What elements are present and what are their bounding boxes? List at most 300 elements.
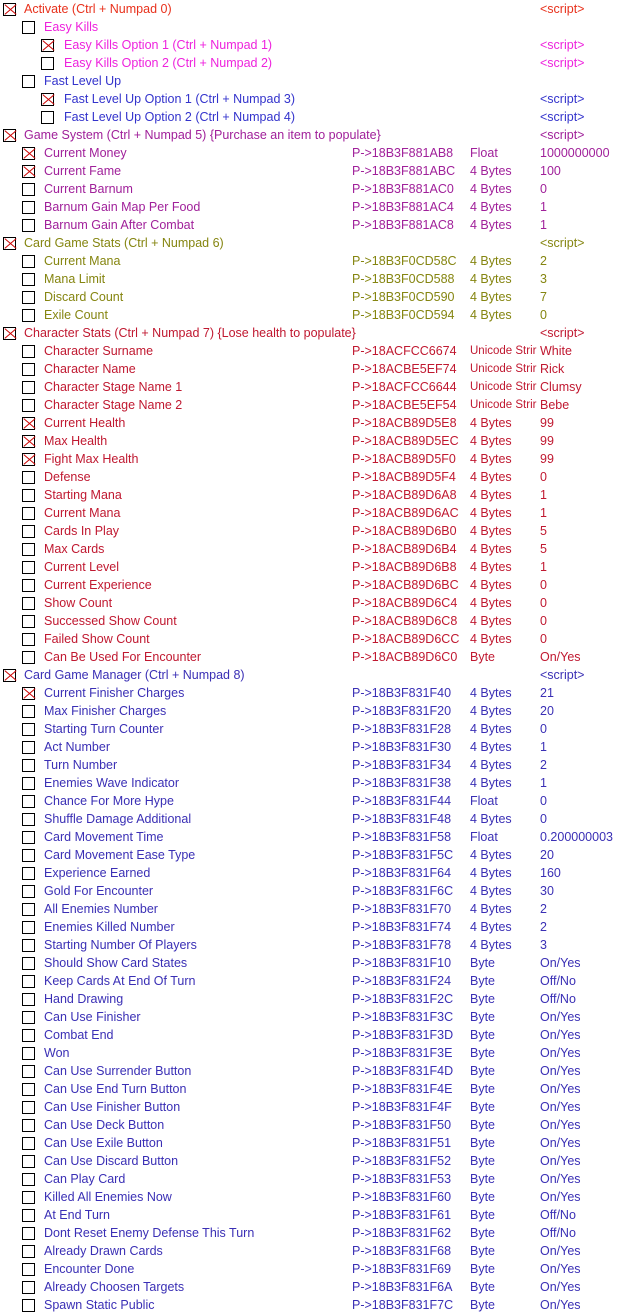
row-type[interactable]: 4 Bytes [470,866,512,880]
row-value[interactable]: On/Yes [540,1118,581,1132]
table-row[interactable] [0,378,643,396]
row-description[interactable]: Current Level [44,560,120,574]
row-value[interactable]: 0 [540,308,547,322]
row-description[interactable]: Combat End [44,1028,114,1042]
row-address[interactable]: P->18B3F831F40 [352,686,452,700]
row-type[interactable]: 4 Bytes [470,902,512,916]
table-row[interactable] [0,1188,643,1206]
row-value[interactable]: On/Yes [540,1190,581,1204]
row-address[interactable]: P->18B3F831F6A [352,1280,453,1294]
row-type[interactable]: 4 Bytes [470,452,512,466]
checkbox-unchecked-icon[interactable] [22,849,35,862]
table-row[interactable] [0,1098,643,1116]
checkbox-unchecked-icon[interactable] [22,309,35,322]
row-description[interactable]: Already Drawn Cards [44,1244,163,1258]
row-description[interactable]: Can Use Finisher [44,1010,141,1024]
checkbox-unchecked-icon[interactable] [22,525,35,538]
row-type[interactable]: 4 Bytes [470,182,512,196]
row-value[interactable]: Off/No [540,1226,576,1240]
checkbox-unchecked-icon[interactable] [22,867,35,880]
checkbox-unchecked-icon[interactable] [22,1299,35,1312]
checkbox-unchecked-icon[interactable] [41,111,54,124]
row-type[interactable]: 4 Bytes [470,884,512,898]
row-description[interactable]: Failed Show Count [44,632,150,646]
table-row[interactable] [0,864,643,882]
checkbox-checked-icon[interactable] [3,327,16,340]
row-type[interactable]: 4 Bytes [470,290,512,304]
row-address[interactable]: P->18B3F831F48 [352,812,452,826]
row-address[interactable]: P->18B3F831F4E [352,1082,453,1096]
row-description[interactable]: Easy Kills Option 2 (Ctrl + Numpad 2) [64,56,273,70]
table-row[interactable] [0,1062,643,1080]
table-row[interactable] [0,972,643,990]
row-value[interactable]: 1 [540,218,547,232]
row-value[interactable]: 0.200000003 [540,830,613,844]
checkbox-unchecked-icon[interactable] [22,471,35,484]
checkbox-unchecked-icon[interactable] [22,1155,35,1168]
checkbox-unchecked-icon[interactable] [22,1083,35,1096]
row-type[interactable]: 4 Bytes [470,596,512,610]
row-value[interactable]: Clumsy [540,380,582,394]
table-row[interactable] [0,882,643,900]
table-row[interactable] [0,18,643,36]
row-value[interactable]: Off/No [540,974,576,988]
row-value[interactable]: 1000000000 [540,146,610,160]
row-address[interactable]: P->18B3F831F74 [352,920,452,934]
row-value[interactable]: 1 [540,506,547,520]
table-row[interactable] [0,198,643,216]
table-row[interactable] [0,414,643,432]
row-description[interactable]: Fight Max Health [44,452,139,466]
table-row[interactable] [0,684,643,702]
checkbox-checked-icon[interactable] [22,453,35,466]
row-address[interactable]: P->18B3F831F28 [352,722,452,736]
row-value[interactable]: 0 [540,614,547,628]
table-row[interactable] [0,846,643,864]
row-description[interactable]: Can Use Deck Button [44,1118,165,1132]
row-address[interactable]: P->18B3F881ABC [352,164,456,178]
row-type[interactable]: Byte [470,1046,496,1060]
checkbox-unchecked-icon[interactable] [22,741,35,754]
checkbox-unchecked-icon[interactable] [22,291,35,304]
row-type[interactable]: 4 Bytes [470,506,512,520]
row-description[interactable]: Cards In Play [44,524,120,538]
row-address[interactable]: P->18ACB89D6A8 [352,488,457,502]
row-description[interactable]: Current Finisher Charges [44,686,185,700]
row-value[interactable]: 20 [540,704,554,718]
row-value[interactable]: On/Yes [540,1172,581,1186]
row-address[interactable]: P->18B3F831F50 [352,1118,452,1132]
row-type[interactable]: 4 Bytes [470,614,512,628]
row-description[interactable]: Current Health [44,416,126,430]
row-type[interactable]: Byte [470,1172,496,1186]
row-description[interactable]: Activate (Ctrl + Numpad 0) [24,2,172,16]
checkbox-unchecked-icon[interactable] [22,363,35,376]
row-description[interactable]: Starting Number Of Players [44,938,197,952]
row-value[interactable]: 5 [540,542,547,556]
row-address[interactable]: P->18B3F831F58 [352,830,452,844]
row-type[interactable]: 4 Bytes [470,578,512,592]
checkbox-unchecked-icon[interactable] [22,1173,35,1186]
table-row[interactable] [0,738,643,756]
row-address[interactable]: P->18B3F831F70 [352,902,452,916]
table-row[interactable] [0,648,643,666]
checkbox-unchecked-icon[interactable] [22,903,35,916]
checkbox-unchecked-icon[interactable] [22,1191,35,1204]
table-row[interactable] [0,1242,643,1260]
table-row[interactable] [0,36,643,54]
checkbox-unchecked-icon[interactable] [22,633,35,646]
row-description[interactable]: Can Use End Turn Button [44,1082,187,1096]
row-script-label[interactable]: <script> [540,110,585,124]
row-type[interactable]: 4 Bytes [470,560,512,574]
row-description[interactable]: Can Use Surrender Button [44,1064,192,1078]
row-type[interactable]: Byte [470,1262,496,1276]
row-description[interactable]: Can Play Card [44,1172,126,1186]
row-description[interactable]: Character Stats (Ctrl + Numpad 7) {Lose health to populate} [24,326,356,340]
row-description[interactable]: Chance For More Hype [44,794,174,808]
row-description[interactable]: Turn Number [44,758,118,772]
row-value[interactable]: 2 [540,920,547,934]
row-value[interactable]: On/Yes [540,1262,581,1276]
checkbox-checked-icon[interactable] [3,669,16,682]
row-type[interactable]: Byte [470,1298,496,1312]
row-address[interactable]: P->18ACB89D6C4 [352,596,458,610]
row-description[interactable]: Enemies Killed Number [44,920,175,934]
checkbox-unchecked-icon[interactable] [22,777,35,790]
row-address[interactable]: P->18B3F831F3C [352,1010,454,1024]
checkbox-unchecked-icon[interactable] [22,939,35,952]
table-row[interactable] [0,1296,643,1314]
checkbox-unchecked-icon[interactable] [22,1119,35,1132]
checkbox-unchecked-icon[interactable] [22,651,35,664]
row-address[interactable]: P->18B3F831F4F [352,1100,452,1114]
table-row[interactable] [0,1116,643,1134]
row-address[interactable]: P->18ACB89D6B0 [352,524,457,538]
row-description[interactable]: Barnum Gain Map Per Food [44,200,201,214]
checkbox-unchecked-icon[interactable] [22,705,35,718]
row-address[interactable]: P->18ACB89D5E8 [352,416,457,430]
row-description[interactable]: Dont Reset Enemy Defense This Turn [44,1226,255,1240]
checkbox-unchecked-icon[interactable] [22,1281,35,1294]
row-value[interactable]: 99 [540,452,554,466]
row-description[interactable]: Easy Kills Option 1 (Ctrl + Numpad 1) [64,38,273,52]
row-description[interactable]: Fast Level Up Option 2 (Ctrl + Numpad 4) [64,110,295,124]
row-description[interactable]: Can Use Finisher Button [44,1100,181,1114]
row-type[interactable]: Byte [470,1118,496,1132]
row-script-label[interactable]: <script> [540,92,585,106]
checkbox-unchecked-icon[interactable] [22,597,35,610]
table-row[interactable] [0,1278,643,1296]
row-address[interactable]: P->18B3F831F61 [352,1208,452,1222]
row-description[interactable]: Card Movement Time [44,830,164,844]
row-address[interactable]: P->18B3F881AB8 [352,146,454,160]
row-address[interactable]: P->18B3F831F68 [352,1244,452,1258]
row-description[interactable]: Current Money [44,146,127,160]
row-script-label[interactable]: <script> [540,2,585,16]
table-row[interactable] [0,360,643,378]
checkbox-unchecked-icon[interactable] [22,201,35,214]
row-address[interactable]: P->18ACB89D5F4 [352,470,456,484]
row-description[interactable]: Card Game Manager (Ctrl + Numpad 8) [24,668,245,682]
checkbox-unchecked-icon[interactable] [22,1047,35,1060]
checkbox-unchecked-icon[interactable] [22,831,35,844]
checkbox-checked-icon[interactable] [22,165,35,178]
row-type[interactable]: Byte [470,1136,496,1150]
row-description[interactable]: Starting Turn Counter [44,722,164,736]
table-row[interactable] [0,504,643,522]
row-description[interactable]: Act Number [44,740,110,754]
row-value[interactable]: 2 [540,758,547,772]
row-description[interactable]: Can Use Exile Button [44,1136,163,1150]
row-type[interactable]: 4 Bytes [470,686,512,700]
row-address[interactable]: P->18ACB89D5EC [352,434,459,448]
row-value[interactable]: 99 [540,434,554,448]
row-script-label[interactable]: <script> [540,236,585,250]
table-row[interactable] [0,180,643,198]
row-address[interactable]: P->18B3F0CD594 [352,308,455,322]
row-type[interactable]: Byte [470,1280,496,1294]
row-address[interactable]: P->18B3F831F3D [352,1028,454,1042]
row-value[interactable]: 0 [540,632,547,646]
row-description[interactable]: Character Stage Name 2 [44,398,183,412]
row-value[interactable]: Off/No [540,992,576,1006]
table-row[interactable] [0,1026,643,1044]
table-row[interactable] [0,792,643,810]
row-description[interactable]: Shuffle Damage Additional [44,812,192,826]
checkbox-checked-icon[interactable] [22,417,35,430]
table-row[interactable] [0,810,643,828]
row-type[interactable]: Byte [470,1028,496,1042]
checkbox-unchecked-icon[interactable] [22,1227,35,1240]
table-row[interactable] [0,936,643,954]
row-type[interactable]: 4 Bytes [470,542,512,556]
row-address[interactable]: P->18ACFCC6674 [352,344,457,358]
checkbox-unchecked-icon[interactable] [22,975,35,988]
checkbox-unchecked-icon[interactable] [22,219,35,232]
row-script-label[interactable]: <script> [540,128,585,142]
row-address[interactable]: P->18B3F831F4D [352,1064,454,1078]
row-type[interactable]: Byte [470,1100,496,1114]
row-type[interactable]: Float [470,146,498,160]
checkbox-unchecked-icon[interactable] [22,21,35,34]
row-type[interactable]: 4 Bytes [470,938,512,952]
row-address[interactable]: P->18ACFCC6644 [352,380,457,394]
checkbox-unchecked-icon[interactable] [22,813,35,826]
row-type[interactable]: Unicode Strir [470,363,537,375]
row-type[interactable]: 4 Bytes [470,164,512,178]
row-value[interactable]: On/Yes [540,956,581,970]
row-description[interactable]: Hand Drawing [44,992,124,1006]
row-type[interactable]: 4 Bytes [470,272,512,286]
row-address[interactable]: P->18ACBE5EF74 [352,362,457,376]
table-row[interactable] [0,288,643,306]
row-description[interactable]: Fast Level Up [44,74,122,88]
row-type[interactable]: 4 Bytes [470,308,512,322]
table-row[interactable] [0,1206,643,1224]
row-value[interactable]: On/Yes [540,1280,581,1294]
row-value[interactable]: 0 [540,794,547,808]
row-script-label[interactable]: <script> [540,38,585,52]
row-value[interactable]: 5 [540,524,547,538]
row-address[interactable]: P->18B3F831F2C [352,992,454,1006]
table-row[interactable] [0,1080,643,1098]
row-address[interactable]: P->18B3F0CD588 [352,272,455,286]
table-row[interactable] [0,432,643,450]
row-address[interactable]: P->18B3F831F20 [352,704,452,718]
row-type[interactable]: Byte [470,1154,496,1168]
row-description[interactable]: Current Experience [44,578,152,592]
row-description[interactable]: Show Count [44,596,113,610]
checkbox-unchecked-icon[interactable] [22,993,35,1006]
row-type[interactable]: Byte [470,1010,496,1024]
checkbox-unchecked-icon[interactable] [22,921,35,934]
row-type[interactable]: Byte [470,992,496,1006]
row-description[interactable]: Current Mana [44,254,121,268]
table-row[interactable] [0,630,643,648]
row-description[interactable]: Current Barnum [44,182,133,196]
table-row[interactable] [0,1008,643,1026]
row-address[interactable]: P->18B3F831F24 [352,974,452,988]
row-type[interactable]: Float [470,794,498,808]
row-description[interactable]: Won [44,1046,70,1060]
row-description[interactable]: Exile Count [44,308,108,322]
checkbox-unchecked-icon[interactable] [22,957,35,970]
checkbox-checked-icon[interactable] [22,147,35,160]
row-address[interactable]: P->18B3F831F64 [352,866,452,880]
row-value[interactable]: Off/No [540,1208,576,1222]
table-row[interactable] [0,1152,643,1170]
table-row[interactable] [0,162,643,180]
table-row[interactable] [0,828,643,846]
row-address[interactable]: P->18B3F831F5C [352,848,454,862]
table-row[interactable] [0,612,643,630]
row-value[interactable]: 100 [540,164,561,178]
row-type[interactable]: Byte [470,1064,496,1078]
table-row[interactable] [0,756,643,774]
row-type[interactable]: Unicode Strir [470,399,537,411]
row-type[interactable]: 4 Bytes [470,200,512,214]
row-value[interactable]: On/Yes [540,1028,581,1042]
row-address[interactable]: P->18B3F831F10 [352,956,452,970]
row-description[interactable]: Max Finisher Charges [44,704,167,718]
checkbox-unchecked-icon[interactable] [22,489,35,502]
checkbox-unchecked-icon[interactable] [22,255,35,268]
checkbox-unchecked-icon[interactable] [22,273,35,286]
row-address[interactable]: P->18ACB89D6AC [352,506,459,520]
row-type[interactable]: 4 Bytes [470,812,512,826]
row-value[interactable]: 3 [540,272,547,286]
row-value[interactable]: On/Yes [540,1100,581,1114]
row-type[interactable]: 4 Bytes [470,758,512,772]
row-address[interactable]: P->18B3F0CD590 [352,290,455,304]
row-address[interactable]: P->18B3F831F44 [352,794,452,808]
row-description[interactable]: Easy Kills [44,20,99,34]
table-row[interactable] [0,1224,643,1242]
checkbox-unchecked-icon[interactable] [22,795,35,808]
row-address[interactable]: P->18B3F831F6C [352,884,454,898]
row-type[interactable]: Byte [470,1190,496,1204]
checkbox-unchecked-icon[interactable] [41,57,54,70]
row-address[interactable]: P->18B3F881AC8 [352,218,454,232]
row-description[interactable]: Card Game Stats (Ctrl + Numpad 6) [24,236,224,250]
row-description[interactable]: Character Surname [44,344,154,358]
checkbox-unchecked-icon[interactable] [22,507,35,520]
row-address[interactable]: P->18B3F831F53 [352,1172,452,1186]
table-row[interactable] [0,54,643,72]
row-type[interactable]: Byte [470,974,496,988]
row-value[interactable]: On/Yes [540,1136,581,1150]
row-description[interactable]: Encounter Done [44,1262,135,1276]
table-row[interactable] [0,468,643,486]
table-row[interactable] [0,144,643,162]
table-row[interactable] [0,576,643,594]
table-row[interactable] [0,1260,643,1278]
row-address[interactable]: P->18B3F831F51 [352,1136,452,1150]
row-type[interactable]: Byte [470,650,496,664]
table-row[interactable] [0,90,643,108]
row-type[interactable]: 4 Bytes [470,776,512,790]
row-description[interactable]: Character Stage Name 1 [44,380,183,394]
row-value[interactable]: 160 [540,866,561,880]
checkbox-unchecked-icon[interactable] [22,381,35,394]
table-row[interactable] [0,108,643,126]
row-description[interactable]: Max Cards [44,542,105,556]
row-value[interactable]: 7 [540,290,547,304]
row-type[interactable]: Byte [470,1208,496,1222]
checkbox-unchecked-icon[interactable] [22,579,35,592]
row-script-label[interactable]: <script> [540,56,585,70]
row-description[interactable]: Fast Level Up Option 1 (Ctrl + Numpad 3) [64,92,295,106]
row-type[interactable]: 4 Bytes [470,740,512,754]
row-description[interactable]: Already Choosen Targets [44,1280,185,1294]
row-value[interactable]: 1 [540,200,547,214]
row-type[interactable]: Unicode Strir [470,381,537,393]
row-address[interactable]: P->18ACBE5EF54 [352,398,457,412]
table-row[interactable] [0,774,643,792]
row-description[interactable]: Mana Limit [44,272,106,286]
row-type[interactable]: 4 Bytes [470,470,512,484]
row-type[interactable]: 4 Bytes [470,722,512,736]
checkbox-unchecked-icon[interactable] [22,399,35,412]
checkbox-unchecked-icon[interactable] [22,561,35,574]
row-address[interactable]: P->18B3F831F69 [352,1262,452,1276]
row-description[interactable]: Should Show Card States [44,956,188,970]
row-type[interactable]: 4 Bytes [470,848,512,862]
table-row[interactable] [0,396,643,414]
row-script-label[interactable]: <script> [540,668,585,682]
row-type[interactable]: 4 Bytes [470,632,512,646]
row-value[interactable]: On/Yes [540,1082,581,1096]
table-row[interactable] [0,702,643,720]
row-address[interactable]: P->18B3F831F7C [352,1298,454,1312]
checkbox-unchecked-icon[interactable] [22,183,35,196]
row-description[interactable]: Spawn Static Public [44,1298,155,1312]
row-value[interactable]: On/Yes [540,1244,581,1258]
row-value[interactable]: 1 [540,488,547,502]
row-type[interactable]: 4 Bytes [470,524,512,538]
table-row[interactable] [0,990,643,1008]
table-row[interactable] [0,900,643,918]
checkbox-checked-icon[interactable] [22,435,35,448]
row-address[interactable]: P->18B3F831F60 [352,1190,452,1204]
row-description[interactable]: Experience Earned [44,866,151,880]
table-row[interactable] [0,540,643,558]
row-address[interactable]: P->18ACB89D6C0 [352,650,458,664]
row-value[interactable]: On/Yes [540,1010,581,1024]
checkbox-unchecked-icon[interactable] [22,615,35,628]
row-value[interactable]: 1 [540,560,547,574]
